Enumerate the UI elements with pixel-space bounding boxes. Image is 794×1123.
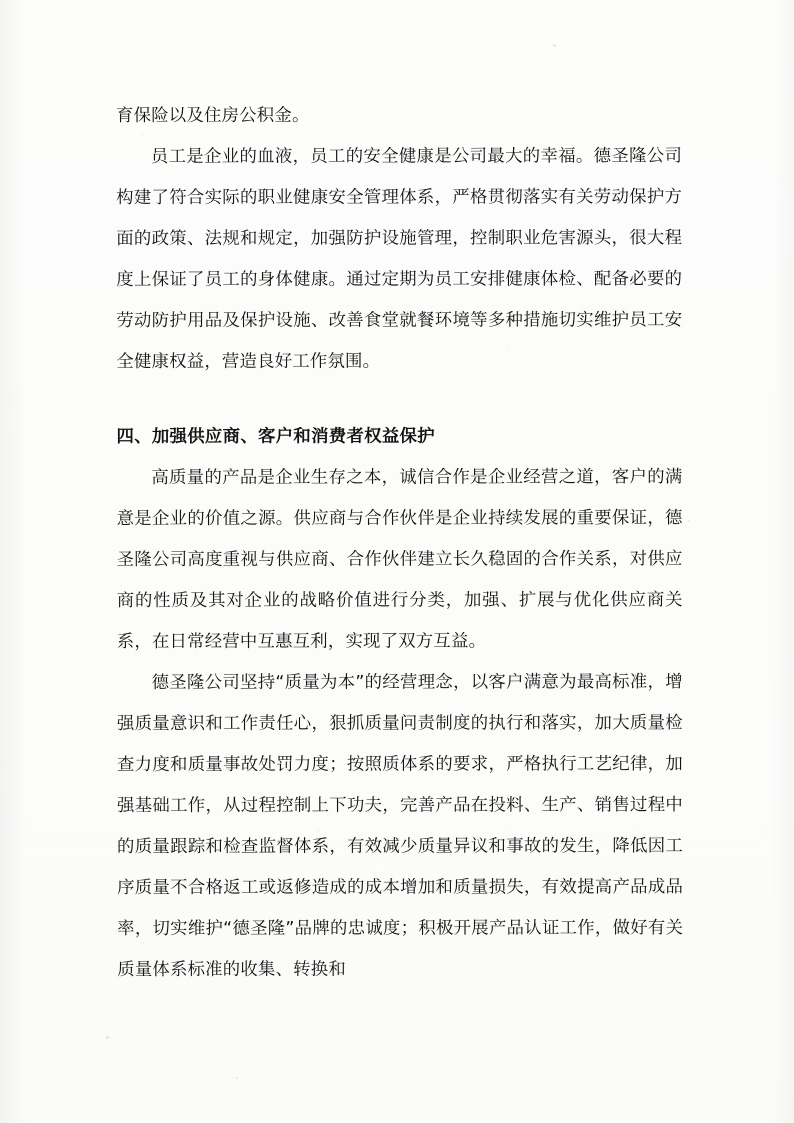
section-spacer <box>116 382 682 417</box>
paragraph-supplier-quality: 高质量的产品是企业生存之本，诚信合作是企业经营之道，客户的满意是企业的价值之源。供应商与合作伙伴是企业持续发展的重要保证，德圣隆公司高度重视与供应商、合作伙伴建立长久稳固的合作关系，对供应商的性质及其对企业的战略价值进行分类，加强、扩展与优化供应商关系，在日常经营中互惠互利，实现了双方互益。 <box>116 467 683 652</box>
scan-speck <box>106 1036 109 1039</box>
scan-speck <box>236 1077 238 1079</box>
paragraph-employee-health: 员工是企业的血液，员工的安全健康是公司最大的幸福。德圣隆公司构建了符合实际的职业健康安全管理体系，严格贯彻落实有关劳动保护方面的政策、法规和规定，加强防护设施管理，控制职业危害源头，很大程度上保证了员工的身体健康。通过定期为员工安排健康体检、配备必要的劳动防护用品及保护设施、改善食堂就餐环境等多种措施切实维护员工安全健康权益，营造良好工作氛围。 <box>116 146 683 372</box>
paragraph-continued: 育保险以及住房公积金。 <box>116 105 310 126</box>
heading-section-four: 四、加强供应商、客户和消费者权益保护 <box>116 426 435 447</box>
scan-speck <box>688 520 690 522</box>
scan-speck <box>553 44 556 47</box>
document-body <box>116 95 683 991</box>
paragraph-quality-first: 德圣隆公司坚持“质量为本”的经营理念，以客户满意为最高标准，增强质量意识和工作责任心，狠抓质量问责制度的执行和落实，加大质量检查力度和质量事故处罚力度；按照质体系的要求，严格执行工艺纪律，加强基础工作，从过程控制上下功夫，完善产品在投料、生产、销售过程中的质量跟踪和检查监督体系，有效减少质量异议和事故的发生，降低因工序质量不合格返工或返修造成的成本增加和质量损失，有效提高产品成品率，切实维护“德圣隆”品牌的忠诚度；积极开展产品认证工作，做好有关质量体系标准的收集、转换和 <box>116 672 684 980</box>
page-left-shadow <box>0 0 26 1123</box>
page-right-shadow <box>772 0 794 1123</box>
